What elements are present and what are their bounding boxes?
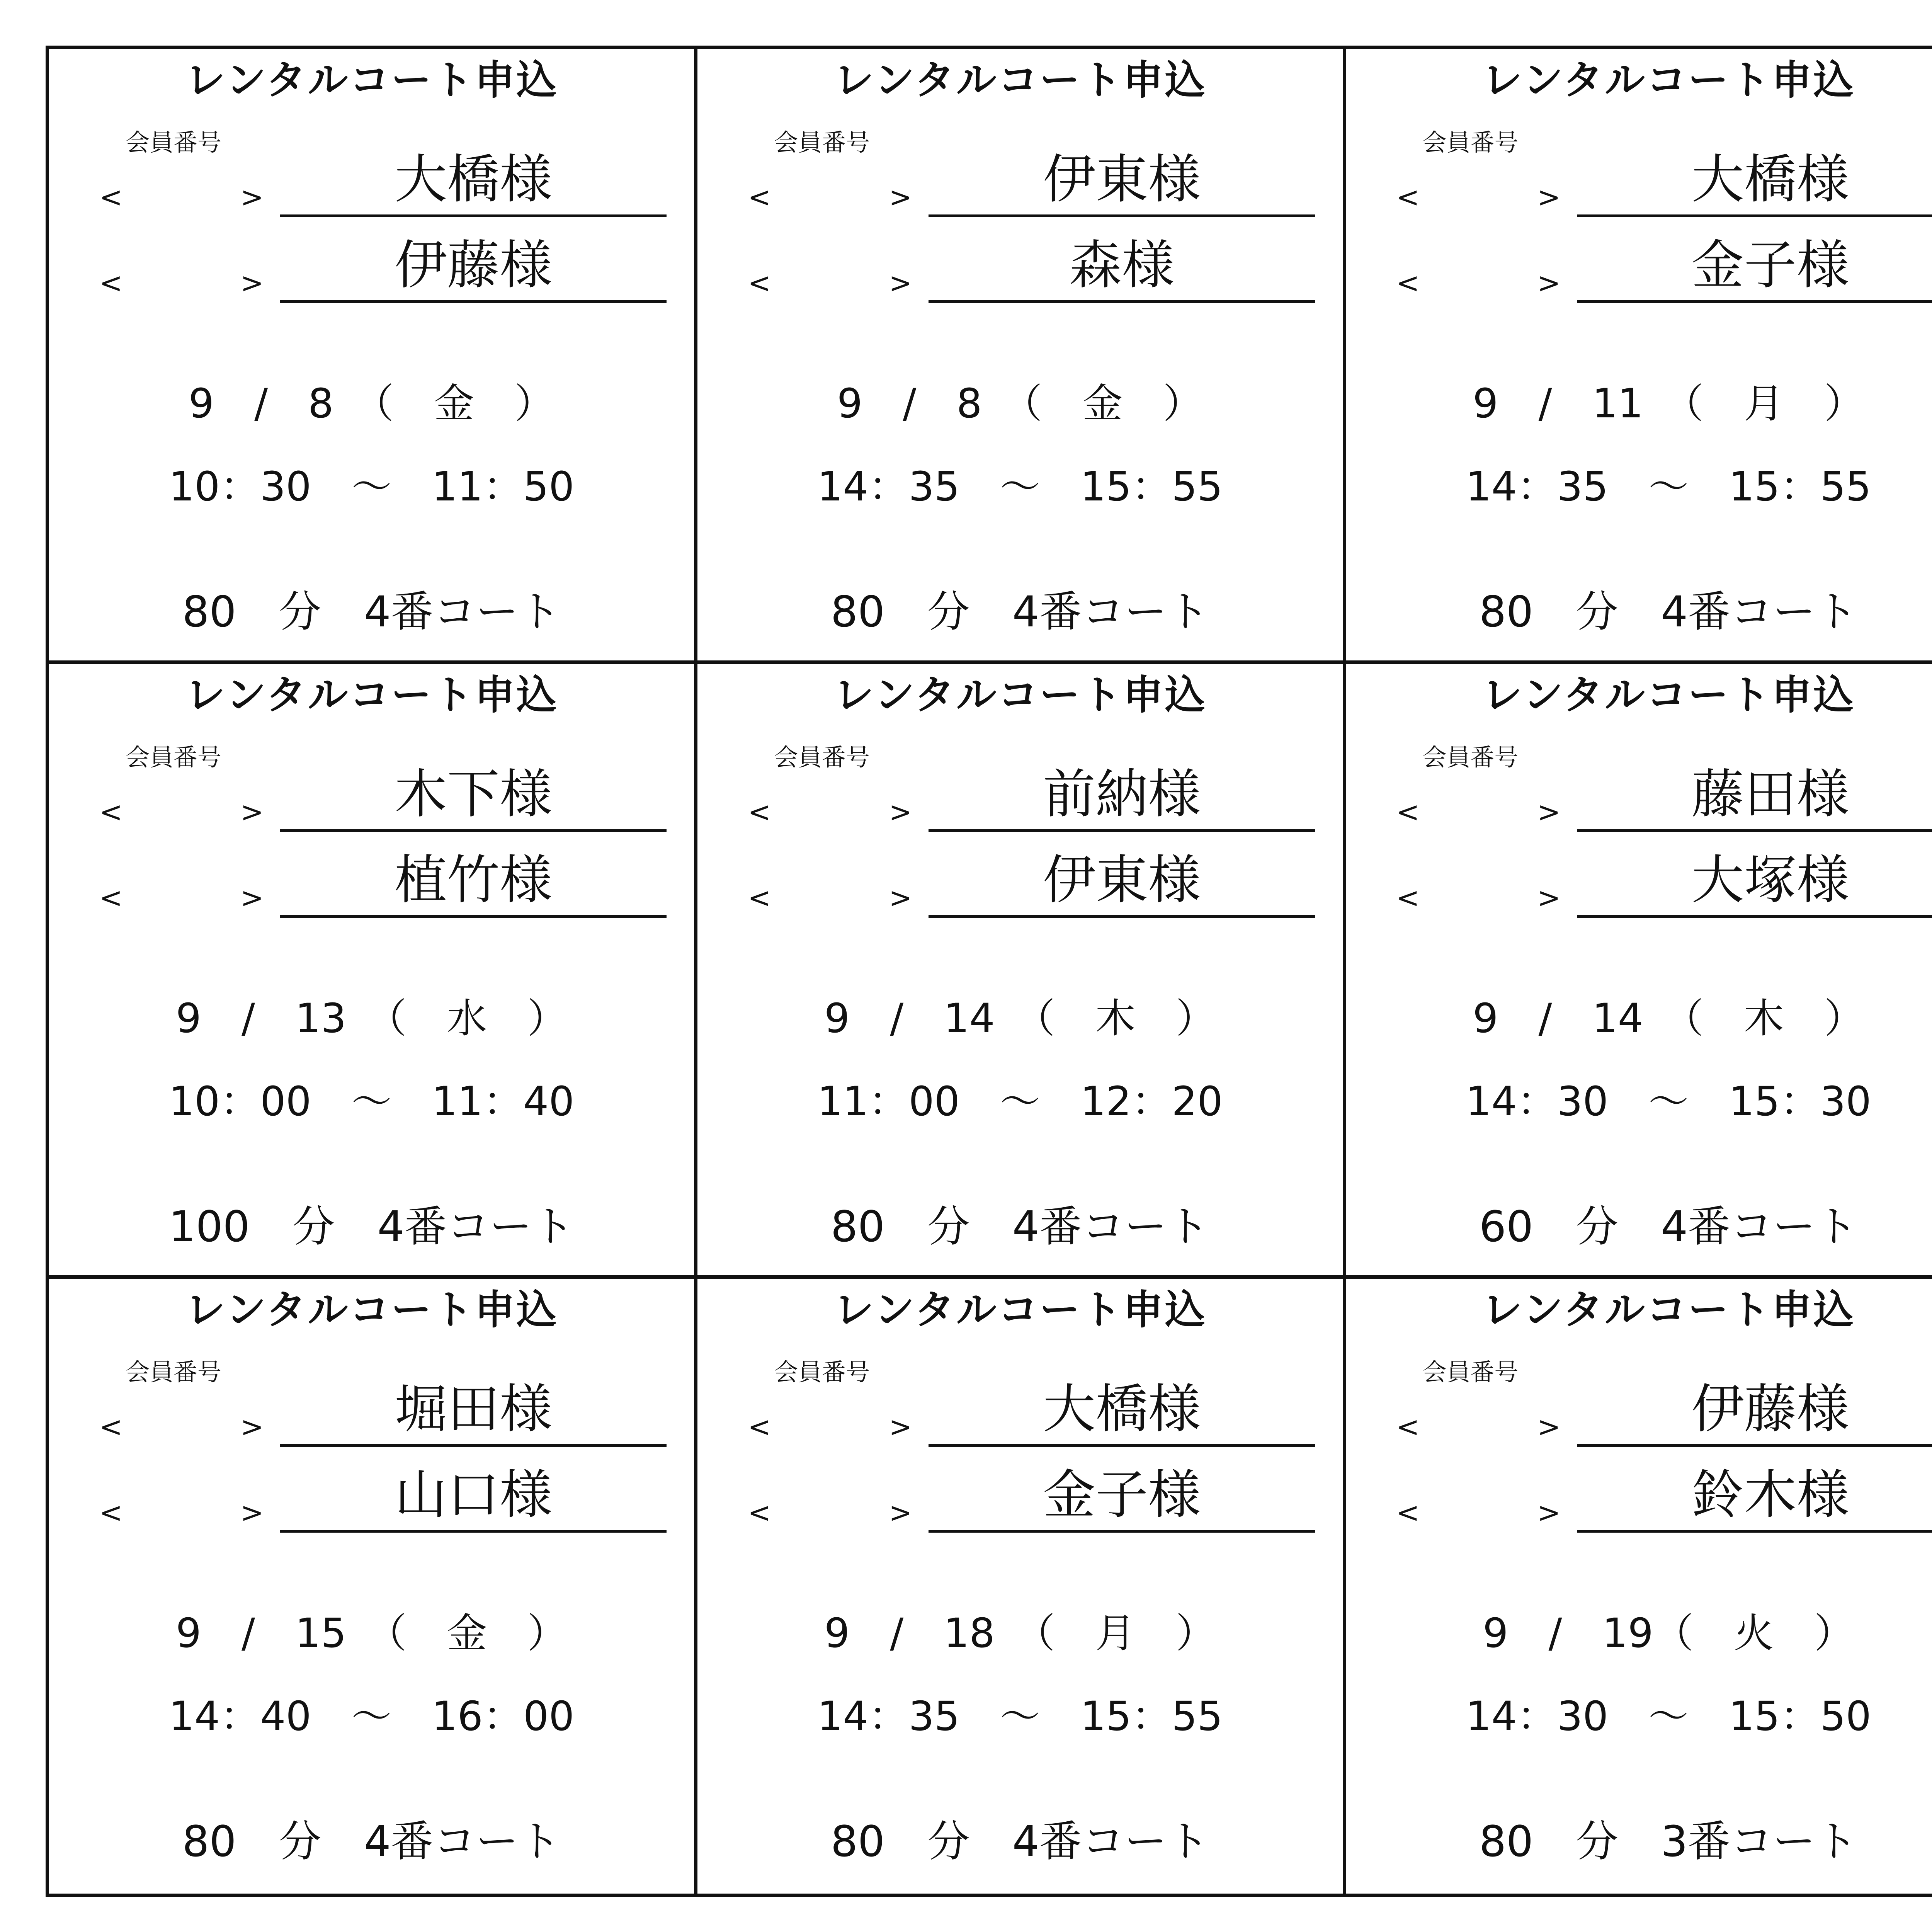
member-number-bracket-close: > bbox=[889, 267, 912, 299]
member-row-2 bbox=[99, 231, 694, 303]
member-row-1 bbox=[1396, 1375, 1932, 1447]
duration-and-court: 80 分 4番コート bbox=[1479, 587, 1858, 636]
member-name-2: 金子様 bbox=[1577, 231, 1932, 303]
duration-and-court: 80 分 4番コート bbox=[182, 587, 561, 636]
member-name-1: 大橋様 bbox=[929, 1375, 1315, 1447]
member-number-bracket-close: > bbox=[1537, 1496, 1561, 1529]
member-name-1: 木下様 bbox=[280, 760, 667, 832]
rental-card-1 bbox=[49, 49, 697, 664]
duration-and-court: 80 分 4番コート bbox=[830, 1202, 1209, 1251]
rental-card-9 bbox=[49, 1279, 697, 1894]
member-row-2 bbox=[748, 231, 1343, 303]
rental-card-2 bbox=[697, 49, 1346, 664]
member-number-bracket-close: > bbox=[889, 181, 912, 213]
reservation-date: 9 / 8 （ 金 ） bbox=[837, 380, 1203, 427]
member-row-2 bbox=[748, 846, 1343, 918]
member-number-bracket-close: > bbox=[1537, 1411, 1561, 1443]
member-number-label: 会員番号 bbox=[1422, 743, 1519, 771]
member-number-bracket-open: < bbox=[99, 881, 123, 914]
reservation-time: 11：00 ～ 12：20 bbox=[817, 1078, 1223, 1125]
member-name-1: 堀田様 bbox=[280, 1375, 667, 1447]
member-name-1: 大橋様 bbox=[1577, 145, 1932, 217]
card-title: レンタルコート申込 bbox=[833, 1286, 1207, 1333]
reservation-date: 9 / 11 （ 月 ） bbox=[1473, 380, 1864, 427]
member-number-bracket-open: < bbox=[748, 1496, 771, 1529]
member-number-bracket-open: < bbox=[99, 267, 123, 299]
member-name-1: 伊東様 bbox=[929, 145, 1315, 217]
duration-and-court: 100 分 4番コート bbox=[168, 1202, 575, 1251]
reservation-date: 9 / 14 （ 木 ） bbox=[1473, 995, 1864, 1042]
member-number-bracket-open: < bbox=[748, 881, 771, 914]
member-number-bracket-open: < bbox=[748, 267, 771, 299]
member-row-1 bbox=[748, 1375, 1343, 1447]
duration-and-court: 60 分 4番コート bbox=[1479, 1202, 1858, 1251]
member-number-bracket-close: > bbox=[889, 1411, 912, 1443]
member-row-1 bbox=[99, 146, 694, 217]
member-name-1: 大橋様 bbox=[280, 145, 667, 217]
member-number-bracket-close: > bbox=[240, 1411, 264, 1443]
reservation-time: 10：00 ～ 11：40 bbox=[168, 1078, 575, 1125]
rental-card-5 bbox=[49, 664, 697, 1279]
reservation-time: 14：35 ～ 15：55 bbox=[1466, 463, 1871, 510]
member-number-bracket-open: < bbox=[1396, 181, 1420, 213]
member-row-2 bbox=[1396, 1461, 1932, 1533]
rental-card-10 bbox=[697, 1279, 1346, 1894]
reservation-time: 14：30 ～ 15：50 bbox=[1466, 1693, 1871, 1740]
member-number-bracket-open: < bbox=[1396, 881, 1420, 914]
member-row-1 bbox=[1396, 146, 1932, 217]
member-row-1 bbox=[748, 761, 1343, 832]
reservation-date: 9 / 19（ 火 ） bbox=[1483, 1610, 1854, 1657]
member-number-bracket-open: < bbox=[99, 181, 123, 213]
member-name-2: 鈴木様 bbox=[1577, 1460, 1932, 1533]
rental-card-6 bbox=[697, 664, 1346, 1279]
card-title: レンタルコート申込 bbox=[185, 56, 558, 104]
card-title: レンタルコート申込 bbox=[185, 671, 558, 718]
member-number-bracket-close: > bbox=[889, 796, 912, 828]
member-row-1 bbox=[99, 761, 694, 832]
member-number-label: 会員番号 bbox=[126, 1358, 222, 1386]
member-number-bracket-close: > bbox=[889, 881, 912, 914]
reservation-time: 10：30 ～ 11：50 bbox=[168, 463, 575, 510]
member-name-2: 伊藤様 bbox=[280, 231, 667, 303]
rental-application-sheet bbox=[46, 46, 1932, 1897]
member-number-bracket-close: > bbox=[240, 881, 264, 914]
card-title: レンタルコート申込 bbox=[1482, 671, 1855, 718]
duration-and-court: 80 分 3番コート bbox=[1479, 1817, 1858, 1866]
rental-card-7 bbox=[1346, 664, 1932, 1279]
member-name-2: 大塚様 bbox=[1577, 846, 1932, 918]
member-row-2 bbox=[99, 846, 694, 918]
reservation-date: 9 / 15 （ 金 ） bbox=[175, 1610, 568, 1657]
member-row-2 bbox=[1396, 231, 1932, 303]
member-number-bracket-open: < bbox=[748, 181, 771, 213]
reservation-date: 9 / 13 （ 水 ） bbox=[175, 995, 568, 1042]
member-row-1 bbox=[748, 146, 1343, 217]
member-number-bracket-open: < bbox=[99, 1411, 123, 1443]
member-number-bracket-open: < bbox=[99, 1496, 123, 1529]
member-name-2: 森様 bbox=[929, 231, 1315, 303]
reservation-date: 9 / 8 （ 金 ） bbox=[188, 380, 555, 427]
member-row-2 bbox=[748, 1461, 1343, 1533]
member-row-2 bbox=[1396, 846, 1932, 918]
reservation-time: 14：30 ～ 15：30 bbox=[1466, 1078, 1871, 1125]
member-number-bracket-close: > bbox=[889, 1496, 912, 1529]
duration-and-court: 80 分 4番コート bbox=[830, 1817, 1209, 1866]
member-number-bracket-open: < bbox=[1396, 267, 1420, 299]
member-row-2 bbox=[99, 1461, 694, 1533]
member-number-bracket-open: < bbox=[748, 796, 771, 828]
card-title: レンタルコート申込 bbox=[1482, 1286, 1855, 1333]
member-number-bracket-close: > bbox=[1537, 181, 1561, 213]
card-title: レンタルコート申込 bbox=[833, 56, 1207, 104]
member-number-bracket-close: > bbox=[240, 181, 264, 213]
member-name-2: 植竹様 bbox=[280, 846, 667, 918]
member-number-bracket-close: > bbox=[240, 1496, 264, 1529]
member-number-bracket-open: < bbox=[1396, 796, 1420, 828]
member-name-2: 金子様 bbox=[929, 1460, 1315, 1533]
member-number-bracket-close: > bbox=[240, 267, 264, 299]
member-name-1: 藤田様 bbox=[1577, 760, 1932, 832]
reservation-time: 14：35 ～ 15：55 bbox=[817, 463, 1223, 510]
member-number-bracket-close: > bbox=[1537, 267, 1561, 299]
member-name-2: 伊東様 bbox=[929, 846, 1315, 918]
reservation-date: 9 / 18 （ 月 ） bbox=[824, 1610, 1216, 1657]
rental-card-3 bbox=[1346, 49, 1932, 664]
member-row-1 bbox=[99, 1375, 694, 1447]
member-number-bracket-open: < bbox=[748, 1411, 771, 1443]
member-number-bracket-close: > bbox=[1537, 796, 1561, 828]
member-number-label: 会員番号 bbox=[774, 128, 870, 157]
member-number-bracket-open: < bbox=[1396, 1496, 1420, 1529]
member-number-label: 会員番号 bbox=[126, 128, 222, 157]
duration-and-court: 80 分 4番コート bbox=[182, 1817, 561, 1866]
member-number-bracket-open: < bbox=[99, 796, 123, 828]
duration-and-court: 80 分 4番コート bbox=[830, 587, 1209, 636]
member-number-bracket-close: > bbox=[240, 796, 264, 828]
member-number-label: 会員番号 bbox=[1422, 1358, 1519, 1386]
member-number-label: 会員番号 bbox=[126, 743, 222, 771]
card-title: レンタルコート申込 bbox=[1482, 56, 1855, 104]
member-name-1: 伊藤様 bbox=[1577, 1375, 1932, 1447]
member-number-bracket-open: < bbox=[1396, 1411, 1420, 1443]
member-name-1: 前納様 bbox=[929, 760, 1315, 832]
reservation-time: 14：40 ～ 16：00 bbox=[168, 1693, 575, 1740]
member-number-label: 会員番号 bbox=[774, 1358, 870, 1386]
card-title: レンタルコート申込 bbox=[833, 671, 1207, 718]
member-number-label: 会員番号 bbox=[1422, 128, 1519, 157]
reservation-time: 14：35 ～ 15：55 bbox=[817, 1693, 1223, 1740]
member-number-label: 会員番号 bbox=[774, 743, 870, 771]
rental-card-11 bbox=[1346, 1279, 1932, 1894]
card-title: レンタルコート申込 bbox=[185, 1286, 558, 1333]
reservation-date: 9 / 14 （ 木 ） bbox=[824, 995, 1216, 1042]
member-row-1 bbox=[1396, 761, 1932, 832]
member-number-bracket-close: > bbox=[1537, 881, 1561, 914]
member-name-2: 山口様 bbox=[280, 1460, 667, 1533]
